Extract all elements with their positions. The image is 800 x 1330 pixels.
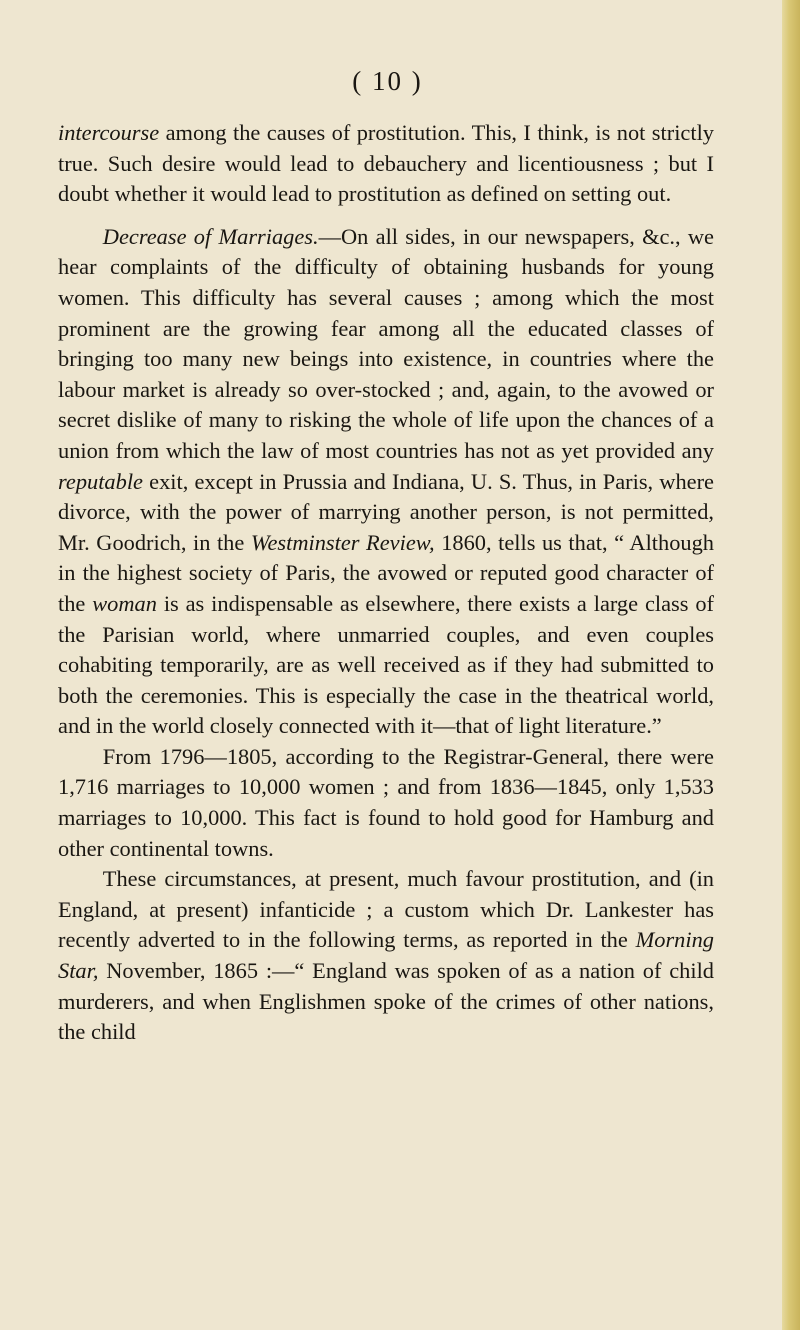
italic-term: reputable [58,468,143,494]
paragraph-text: November, 1865 :—“ England was spoken of as a nation of child murderers, and when Englishmen spoke of the crimes of other nations, the child [58,958,714,1045]
italic-lead-word: intercourse [58,120,160,145]
paragraph-text: exit, except in Prussia and Indiana, U. S. Thus, in Paris, where divorce, with the power of marrying another person, is not permitted, Mr. Goodrich, in the [58,468,714,555]
paragraph-2 [58,222,714,742]
paragraph-text: These circumstances, at present, much favour prostitution, and (in England, at present) infanticide ; a custom which Dr. Lankester has recently adverted to in the following terms, as reported in the [58,866,714,953]
page-number: ( 10 ) [352,66,423,96]
paragraph-1 [58,118,714,210]
paragraph-text: From 1796—1805, according to the Registrar-General, there were 1,716 marriages to 10,000 women ; and from 1836—1845, only 1,533 marriages to 10,000. This fact is found to hold good for Hamburg and other continental towns. [58,743,714,861]
paragraph-3 [58,742,714,864]
body-text [58,118,714,1048]
paragraph-4 [58,864,714,1048]
paragraph-text: is as indispensable as elsewhere, there exists a large class of the Parisian world, where unmarried couples, and even couples cohabiting temporarily, are as well received as if they had submitted to both the ceremonies. This is especially the case in the theatrical world, and in the world closely connected with it—that of light literature.” [58,590,714,739]
section-heading: Decrease of Marriages. [102,223,319,249]
paragraph-text: 1860, tells us that, “ Although in the highest society of Paris, the avowed or reputed good character of the [58,529,714,616]
italic-publication: Westminster Review, [250,529,435,555]
page-edge [782,0,800,1330]
italic-publication: Morning Star, [58,927,714,984]
paragraph-text: —On all sides, in our newspapers, &c., we hear complaints of the difficulty of obtaining husbands for young women. This difficulty has several causes ; among which the most prominent are the growing fear among all the educated classes of bringing too many new beings into existence, in countries where the labour market is already so over-stocked ; and, again, to the avowed or secret dislike of many to risking the whole of life upon the chances of a union from which the law of most countries has not as yet provided any [58,223,714,463]
italic-term: woman [92,590,157,616]
paragraph-text: among the causes of prostitution. This, I think, is not strictly true. Such desire would lead to debauchery and licentiousness ; but I doubt whether it would lead to prostitution as defined on setting out. [58,120,714,207]
